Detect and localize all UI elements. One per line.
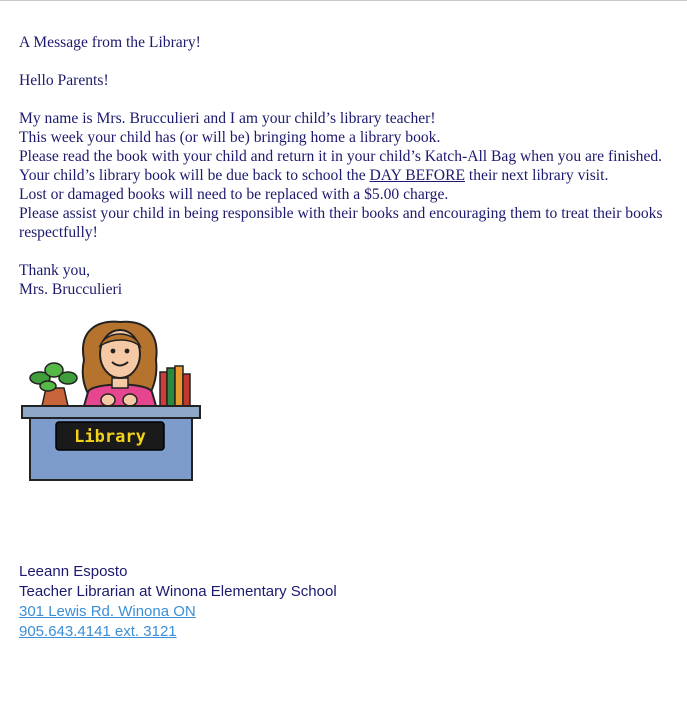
signature-title: Teacher Librarian at Winona Elementary School [19,583,337,600]
greeting: Hello Parents! [19,72,109,89]
address-link[interactable]: 301 Lewis Rd. Winona ON [19,603,196,620]
email-body [19,33,679,299]
intro-line: My name is Mrs. Brucculieri and I am your child’s library teacher! [19,110,436,127]
closing: Thank you, [19,262,91,279]
due-date-emphasis: DAY BEFORE [369,167,465,184]
due-date-line [19,166,679,185]
signature-name: Leeann Esposto [19,563,128,580]
library-teacher-clipart [20,320,202,482]
lost-books-line: Lost or damaged books will need to be replaced with a $5.00 charge. [19,186,449,203]
email-signature [19,562,337,642]
library-sign-text: Library [74,427,146,447]
due-date-text-before: Your child’s library book will be due back to school the [19,167,370,184]
responsibility-line: Please assist your child in being responsible with their books and encouraging them to treat their books respectfully! [19,205,663,241]
message-heading: A Message from the Library! [19,34,201,51]
book-home-line: This week your child has (or will be) bringing home a library book. [19,129,441,146]
signed-name: Mrs. Brucculieri [19,281,123,298]
due-date-text-after: their next library visit. [465,167,609,184]
top-divider [0,0,687,1]
read-book-line: Please read the book with your child and return it in your child’s Katch-All Bag when you are finished. [19,148,663,165]
phone-link[interactable]: 905.643.4141 ext. 3121 [19,623,177,640]
